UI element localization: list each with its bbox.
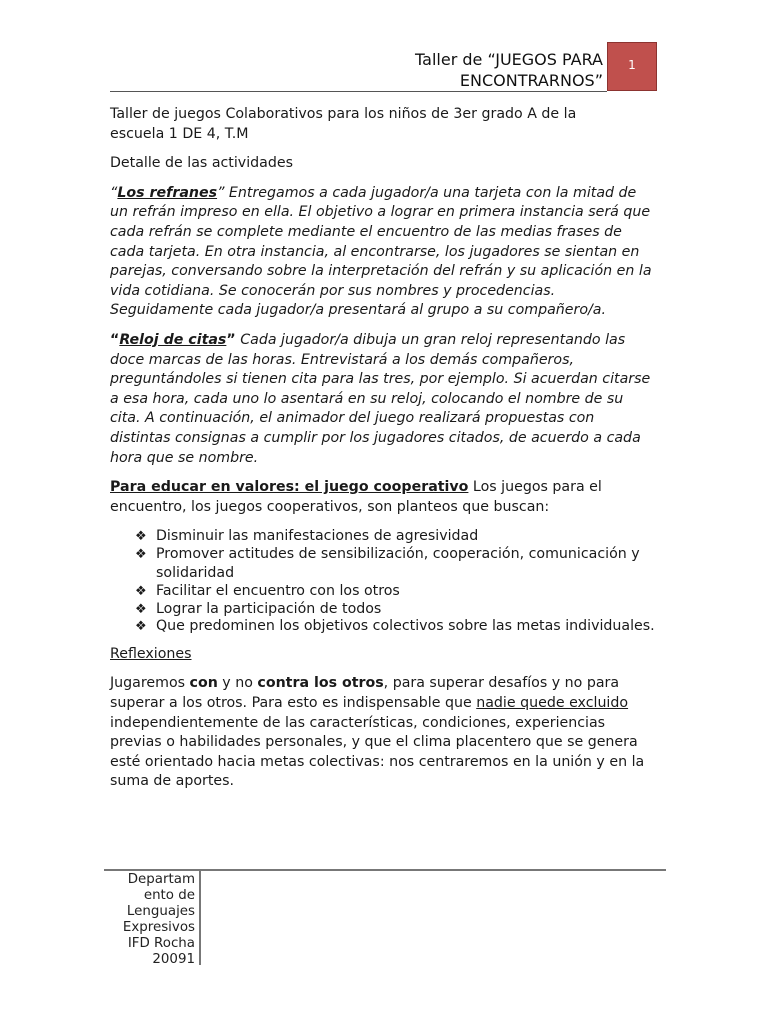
activity-reloj-title: Reloj de citas (119, 331, 227, 348)
diamond-bullet-icon: ❖ (135, 601, 147, 617)
reflections-bold-con: con (189, 675, 218, 692)
reflections-underlined: nadie quede excluido (476, 695, 629, 712)
values-paragraph (110, 478, 655, 517)
page-number: 1 (607, 42, 657, 91)
list-item-text: Que predominen los objetivos colectivos sobre las metas individuales. (156, 618, 655, 635)
diamond-bullet-icon: ❖ (135, 529, 147, 545)
values-text: Los juegos para el encuentro, los juegos cooperativos, son planteos que buscan: (110, 479, 602, 515)
activity-refranes-close-quote: ” (217, 184, 225, 201)
reflections-text-3: , para superar desafíos y no para superar a los otros. Para esto es indispensable que (110, 675, 620, 712)
footer-line: Lenguajes (126, 904, 195, 919)
list-item-text: Facilitar el encuentro con los otros (156, 583, 400, 600)
activity-reloj-open-quote: “ (110, 331, 120, 348)
list-item-text: Disminuir las manifestaciones de agresividad (156, 528, 479, 545)
header-divider (110, 91, 607, 92)
list-item-text: Promover actitudes de sensibilización, cooperación, comunicación y solidaridad (156, 545, 640, 582)
footer-divider (104, 869, 666, 871)
list-item-text: Lograr la participación de todos (156, 600, 382, 617)
list-item (110, 545, 655, 584)
footer-vertical-divider (199, 870, 201, 965)
activity-reloj-text: Cada jugador/a dibuja un gran reloj representando las doce marcas de las horas. Entrevistará a los demás compañeros, preguntándoles si tienen cita para las tres, por ejemplo. Si acuerdan citarse a esa hora, cada uno lo asentará en su reloj, colocando el nombre de su cita. A continuación, el animador del juego realizará propuestas con distintas consignas a cumplir por los jugadores citados, de acuerdo a cada hora que se nombre. (110, 331, 651, 466)
activity-refranes-title: Los refranes (117, 184, 218, 201)
header-title (415, 49, 603, 91)
activity-reloj-close-quote: ” (226, 331, 236, 348)
footer-line: ento de (143, 888, 195, 903)
details-heading: Detalle de las actividades (110, 155, 293, 172)
reflections-bold-contra: contra los otros (257, 675, 384, 692)
diamond-bullet-icon: ❖ (135, 619, 147, 635)
header-title-line1: Taller de “JUEGOS PARA (415, 50, 603, 69)
reflections-text-2: y no (217, 675, 258, 692)
footer-line: Expresivos (122, 920, 195, 935)
objectives-list (110, 527, 655, 637)
intro-line1: Taller de juegos Colaborativos para los niños de 3er grado A de la (110, 106, 577, 122)
activity-reloj (110, 331, 655, 468)
diamond-bullet-icon: ❖ (135, 584, 147, 600)
document-body (110, 105, 655, 802)
reflections-text-4: independientemente de las características, condiciones, experiencias previas o habilidades personales, y que el clima placentero que se genera esté orientado hacia metas colectivas: nos centraremos en la unión y en la suma de aportes. (110, 714, 645, 790)
footer-department (110, 872, 195, 968)
footer-line: Departam (127, 872, 195, 887)
footer-line: IFD Rocha (127, 936, 195, 951)
reflections-paragraph (110, 674, 655, 792)
activity-refranes (110, 184, 655, 321)
values-heading: Para educar en valores: el juego cooperativo (110, 479, 469, 496)
header-title-line2: ENCONTRARNOS” (459, 71, 603, 90)
reflections-heading: Reflexiones (110, 645, 192, 662)
intro-paragraph (110, 105, 655, 144)
list-item (110, 617, 655, 637)
activity-refranes-open-quote: “ (110, 184, 118, 201)
intro-line2: escuela 1 DE 4, T.M (110, 125, 249, 142)
reflections-text-1: Jugaremos (110, 675, 190, 692)
diamond-bullet-icon: ❖ (135, 546, 147, 562)
activity-refranes-text: Entregamos a cada jugador/a una tarjeta con la mitad de un refrán impreso en ella. El objetivo a lograr en primera instancia será que cada refrán se complete mediante el encuentro de las medias frases de cada tarjeta. En otra instancia, al encontrarse, los jugadores se sientan en parejas, conversando sobre la interpretación del refrán y su aplicación en la vida cotidiana. Se conocerán por sus nombres y procedencias. Seguidamente cada jugador/a presentará al grupo a su compañero/a. (110, 184, 652, 319)
footer-line: 20091 (152, 952, 195, 967)
